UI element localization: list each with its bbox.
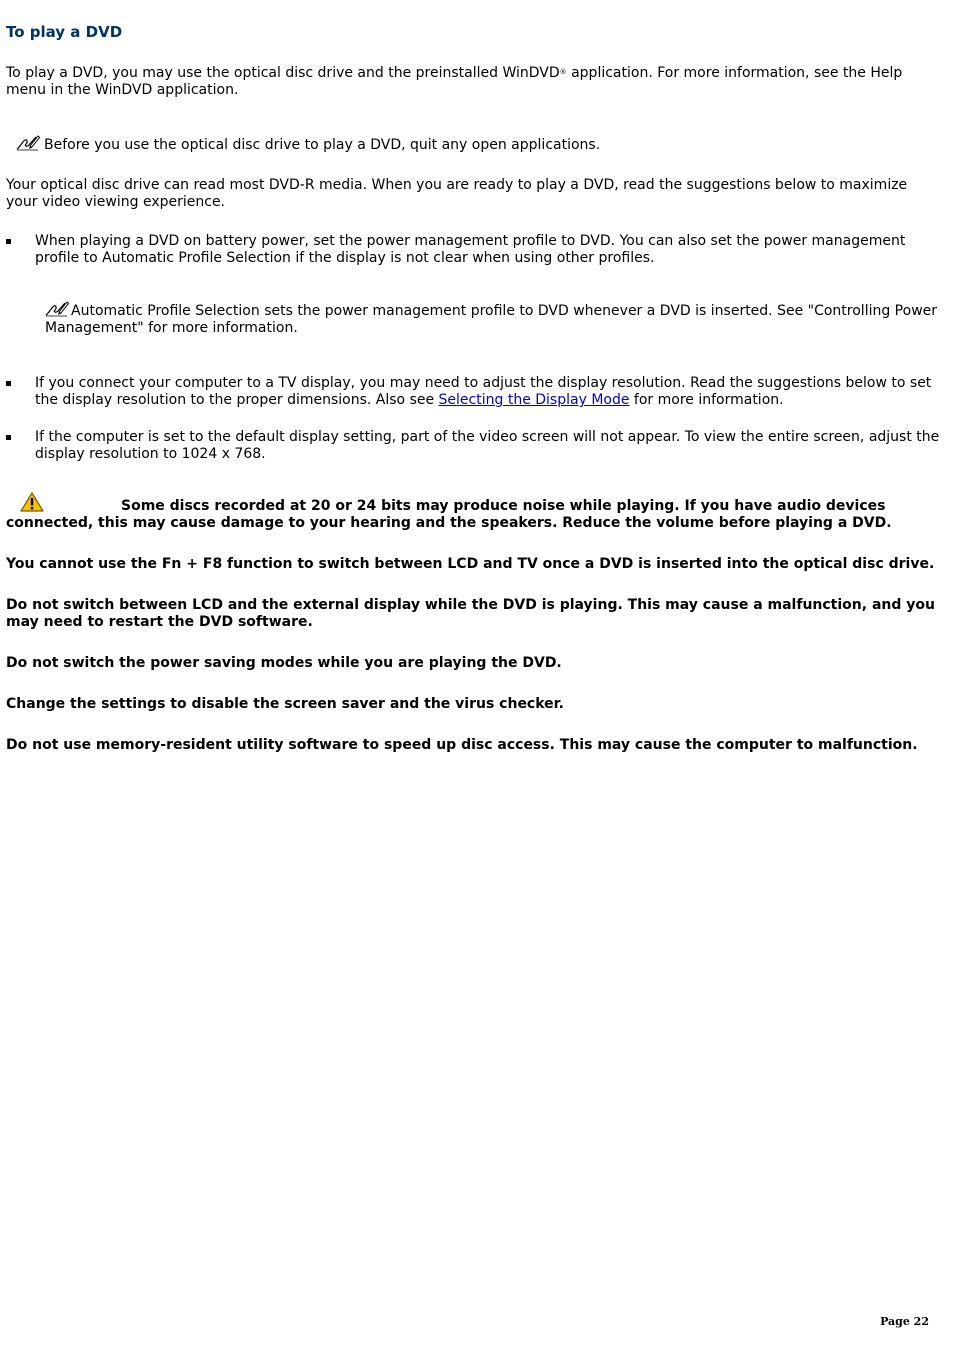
warning-paragraph: Do not switch between LCD and the external display while the DVD is playing. This may cause a malfunction, and you may need to restart the DVD software. bbox=[6, 597, 935, 630]
intro-text-before: To play a DVD, you may use the optical disc drive and the preinstalled WinDVD bbox=[6, 65, 560, 81]
list-item-text: If you connect your computer to a TV display, you may need to adjust the display resolution. Read the suggestions below to set the display resolution to the proper dimensions. Also see bbox=[35, 375, 932, 408]
note-paragraph bbox=[6, 133, 941, 154]
warning-text: Some discs recorded at 20 or 24 bits may produce noise while playing. If you have audio devices connected, this may cause damage to your hearing and the speakers. Reduce the volume before playing a DVD. bbox=[6, 498, 892, 531]
sub-note-text: Automatic Profile Selection sets the power management profile to DVD whenever a DVD is inserted. See "Controlling Power Management" for more information. bbox=[45, 303, 938, 336]
warning-paragraph bbox=[6, 492, 941, 532]
pencil-note-icon bbox=[45, 299, 69, 317]
page-number: Page 22 bbox=[880, 1315, 929, 1328]
intro-text-after: application. For more information, see the Help menu in the WinDVD application. bbox=[6, 65, 903, 98]
sub-note-paragraph bbox=[35, 299, 941, 337]
warning-paragraph: Change the settings to disable the screen saver and the virus checker. bbox=[6, 696, 564, 712]
registered-mark: ® bbox=[559, 68, 567, 76]
warning-triangle-icon bbox=[20, 492, 44, 512]
bullet-marker bbox=[6, 435, 11, 440]
page-title: To play a DVD bbox=[6, 23, 123, 41]
warning-paragraph: Do not switch the power saving modes while you are playing the DVD. bbox=[6, 655, 562, 671]
suggestion-list bbox=[6, 233, 941, 463]
note-text: Before you use the optical disc drive to play a DVD, quit any open applications. bbox=[44, 137, 601, 153]
document-body bbox=[6, 22, 941, 754]
list-item-text: When playing a DVD on battery power, set the power management profile to DVD. You can also set the power management profile to Automatic Profile Selection if the display is not clear when using other profiles. bbox=[35, 233, 906, 266]
display-mode-link[interactable]: Selecting the Display Mode bbox=[438, 392, 630, 408]
warning-block bbox=[6, 492, 941, 754]
warning-paragraph: You cannot use the Fn + F8 function to switch between LCD and TV once a DVD is inserted into the optical disc drive. bbox=[6, 556, 935, 572]
pencil-note-icon bbox=[16, 133, 40, 151]
bullet-marker bbox=[6, 239, 11, 244]
list-item bbox=[6, 233, 941, 337]
list-item-text: If the computer is set to the default display setting, part of the video screen will not appear. To view the entire screen, adjust the display resolution to 1024 x 768. bbox=[35, 429, 940, 462]
bullet-marker bbox=[6, 381, 11, 386]
list-item-text-after: for more information. bbox=[629, 392, 784, 408]
intro-paragraph bbox=[6, 64, 941, 99]
list-item bbox=[6, 429, 941, 463]
drive-paragraph: Your optical disc drive can read most DVD-R media. When you are ready to play a DVD, read the suggestions below to maximize your video viewing experience. bbox=[6, 177, 908, 210]
list-item bbox=[6, 375, 941, 409]
warning-paragraph: Do not use memory-resident utility software to speed up disc access. This may cause the computer to malfunction. bbox=[6, 737, 918, 753]
